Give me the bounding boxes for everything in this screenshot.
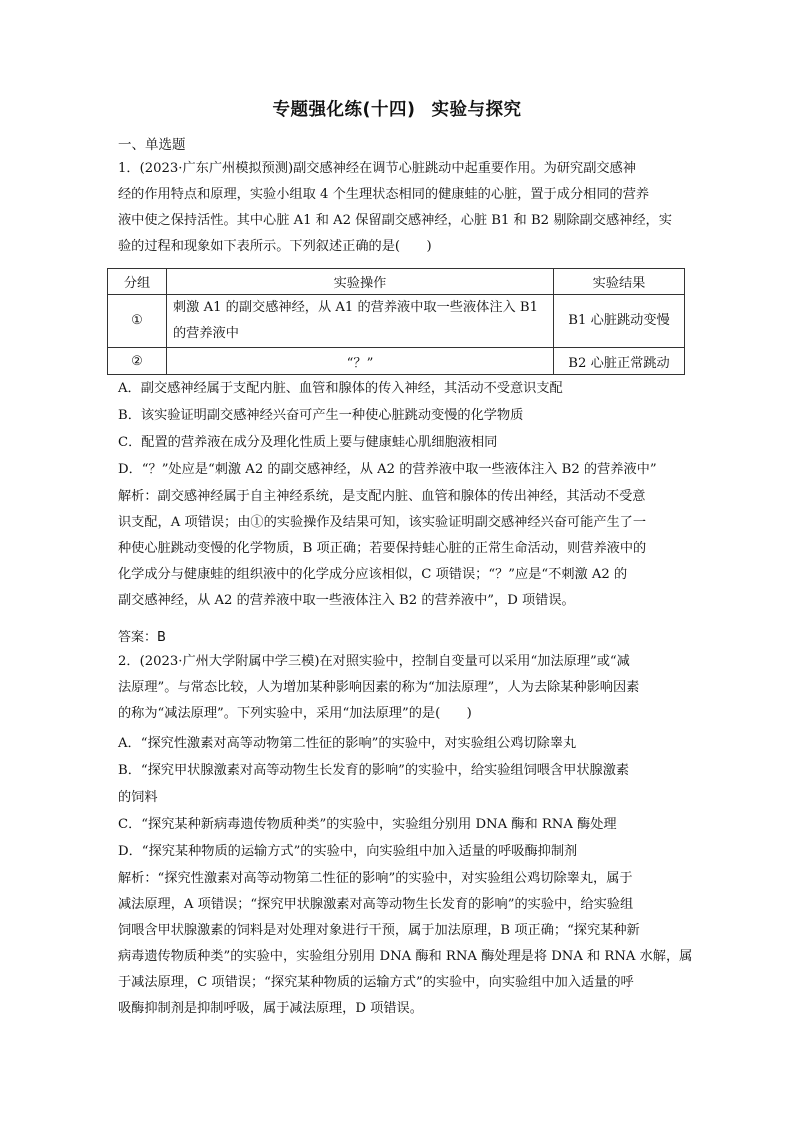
table-header-cell: 实验结果 <box>554 269 685 295</box>
analysis-line: 识支配，A 项错误；由①的实验操作及结果可知，该实验证明副交感神经兴奋可能产生了一 <box>118 515 647 530</box>
option-c: C．配置的营养液在成分及理化性质上要与健康蛙心肌细胞液相同 <box>118 435 498 450</box>
result-cell: B2 心脏正常跳动 <box>554 348 685 375</box>
answer: 答案：B <box>118 630 166 645</box>
question-line: 2．(2023·广州大学附属中学三模)在对照实验中，控制自变量可以采用“加法原理”或“减 <box>118 654 630 669</box>
operation-line: 刺激 A1 的副交感神经，从 A1 的营养液中取一些液体注入 B1 <box>173 300 538 315</box>
analysis-line: 副交感神经，从 A2 的营养液中取一些液体注入 B2 的营养液中”，D 项错误。 <box>118 593 575 608</box>
option-a: A．“探究性激素对高等动物第二性征的影响”的实验中，对实验组公鸡切除睾丸 <box>118 736 577 751</box>
table-header-cell: 分组 <box>108 269 167 295</box>
analysis-line: 于减法原理，C 项错误；“探究某种物质的运输方式”的实验中，向实验组中加入适量的呼 <box>118 975 634 990</box>
operation-cell <box>167 295 554 348</box>
question-line: 经的作用特点和原理，实验小组取 4 个生理状态相同的健康蛙的心脏，置于成分相同的营养 <box>118 187 650 202</box>
result-cell: B1 心脏跳动变慢 <box>554 295 685 348</box>
table-row <box>108 348 685 375</box>
analysis-line: ：“探究性激素对高等动物第二性征的影响”的实验中，对实验组公鸡切除睾丸，属于 <box>144 871 633 886</box>
option-b: B．该实验证明副交感神经兴奋可产生一种使心脏跳动变慢的化学物质 <box>118 408 524 423</box>
operation-line: 的营养液中 <box>173 326 239 341</box>
option-a: A．副交感神经属于支配内脏、血管和腺体的传入神经，其活动不受意识支配 <box>118 381 563 396</box>
analysis-line: 化学成分与健康蛙的组织液中的化学成分应该相似，C 项错误；“？”应是“不刺激 A2 的 <box>118 567 628 582</box>
section-heading: 一、单选题 <box>118 137 186 153</box>
question-1-analysis <box>118 484 678 614</box>
group-cell: ② <box>108 348 167 375</box>
question-line: 的称为“减法原理”。下列实验中，采用“加法原理”的是( ) <box>118 706 472 721</box>
option-c: C．“探究某种新病毒遗传物质种类”的实验中，实验组分别用 DNA 酶和 RNA 酶处理 <box>118 817 617 832</box>
option-b: B．“探究甲状腺激素对高等动物生长发育的影响”的实验中，给实验组饲喂含甲状腺激素 <box>118 763 630 778</box>
title-part-2: 实验与探究 <box>431 100 522 120</box>
analysis-line: ：副交感神经属于自主神经系统，是支配内脏、血管和腺体的传出神经，其活动不受意 <box>144 489 646 504</box>
question-1-stem <box>118 156 678 260</box>
option-b-cont: 的饲料 <box>118 790 158 805</box>
question-line: 法原理”。与常态比较，人为增加某种影响因素的称为“加法原理”，人为去除某种影响因素 <box>118 680 640 695</box>
analysis-line: 种使心脏跳动变慢的化学物质，B 项正确；若要保持蛙心脏的正常生命活动，则营养液中的 <box>118 541 647 556</box>
title-part-1: 专题强化练(十四) <box>272 100 416 120</box>
analysis-line: 病毒遗传物质种类”的实验中，实验组分别用 DNA 酶和 RNA 酶处理是将 DNA 和 RNA 水解，属 <box>118 949 693 964</box>
experiment-table <box>107 268 685 375</box>
analysis-line: 减法原理，A 项错误；“探究甲状腺激素对高等动物生长发育的影响”的实验中，给实验组 <box>118 897 634 912</box>
group-cell: ① <box>108 295 167 348</box>
analysis-line: 吸酶抑制剂是抑制呼吸，属于减法原理，D 项错误。 <box>118 1001 423 1016</box>
analysis-label: 解析 <box>118 489 145 504</box>
table-header-cell: 实验操作 <box>167 269 554 295</box>
table-header-row <box>108 269 685 295</box>
question-line: 液中使之保持活性。其中心脏 A1 和 A2 保留副交感神经，心脏 B1 和 B2 剔除副交感神经，实 <box>118 213 672 228</box>
analysis-label: 解析 <box>118 871 145 886</box>
option-d: D．“探究某种物质的运输方式”的实验中，向实验组中加入适量的呼吸酶抑制剂 <box>118 844 578 859</box>
page-title <box>0 96 794 121</box>
question-2-stem <box>118 649 678 727</box>
option-d: D．“？”处应是“刺激 A2 的副交感神经，从 A2 的营养液中取一些液体注入 B2 的营养液中” <box>118 462 657 477</box>
question-line: 1．(2023·广东广州模拟预测)副交感神经在调节心脏跳动中起重要作用。为研究副交感神 <box>118 161 636 176</box>
operation-cell: “？” <box>167 348 554 375</box>
table-row <box>108 295 685 348</box>
analysis-line: 饲喂含甲状腺激素的饲料是对处理对象进行干预，属于加法原理，B 项正确；“探究某种新 <box>118 923 640 938</box>
question-line: 验的过程和现象如下表所示。下列叙述正确的是( ) <box>118 239 432 254</box>
question-2-analysis <box>118 866 693 1022</box>
